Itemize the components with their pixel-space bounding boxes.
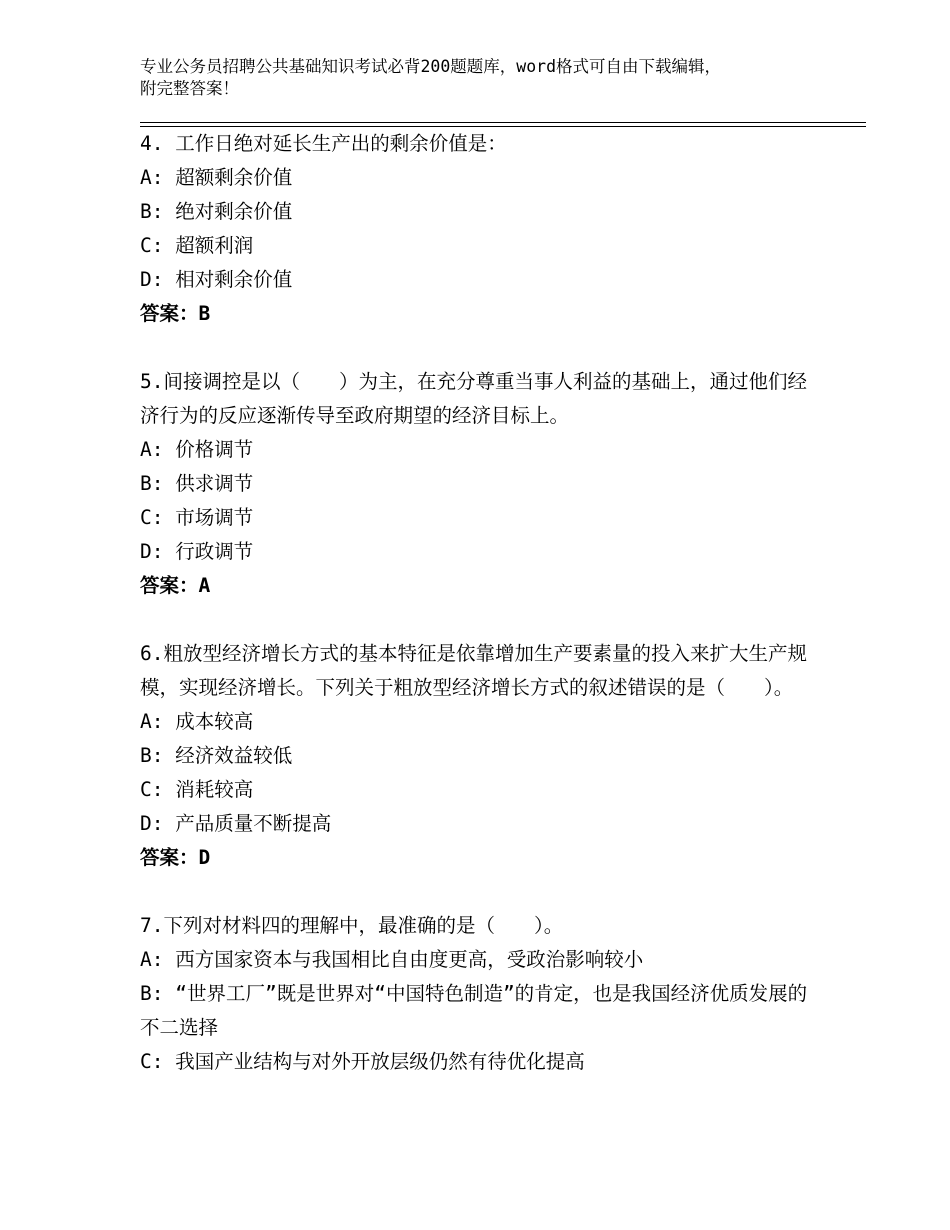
question-5 [140, 365, 810, 603]
option-b: B: 经济效益较低 [140, 744, 293, 767]
question-stem: 7.下列对材料四的理解中，最准确的是（ ）。 [140, 914, 564, 937]
question-4 [140, 127, 810, 331]
option-a: A: 价格调节 [140, 438, 254, 461]
option-a: A: 西方国家资本与我国相比自由度更高，受政治影响较小 [140, 948, 644, 971]
option-c: C: 消耗较高 [140, 778, 254, 801]
document-header [140, 56, 820, 100]
answer-line: 答案：B [140, 302, 211, 325]
question-stem: 5.间接调控是以（ ）为主，在充分尊重当事人利益的基础上，通过他们经济行为的反应逐渐传导至政府期望的经济目标上。 [140, 370, 807, 427]
option-b: B: 绝对剩余价值 [140, 200, 293, 223]
answer-line: 答案：D [140, 846, 211, 869]
question-7 [140, 909, 810, 1079]
spacer [140, 603, 810, 637]
question-list [140, 127, 810, 1079]
option-b: B: “世界工厂”既是世界对“中国特色制造”的肯定，也是我国经济优质发展的不二选择 [140, 982, 808, 1039]
option-b: B: 供求调节 [140, 472, 254, 495]
option-a: A: 超额剩余价值 [140, 166, 293, 189]
question-stem: 4. 工作日绝对延长生产出的剩余价值是： [140, 132, 507, 155]
option-a: A: 成本较高 [140, 710, 254, 733]
spacer [140, 331, 810, 365]
header-divider-top [140, 122, 866, 123]
question-6 [140, 637, 810, 875]
option-d: D: 行政调节 [140, 540, 254, 563]
answer-line: 答案：A [140, 574, 211, 597]
spacer [140, 875, 810, 909]
option-d: D: 相对剩余价值 [140, 268, 293, 291]
option-c: C: 市场调节 [140, 506, 254, 529]
option-c: C: 超额利润 [140, 234, 254, 257]
header-line-2: 附完整答案！ [140, 79, 239, 98]
option-c: C: 我国产业结构与对外开放层级仍然有待优化提高 [140, 1050, 585, 1073]
question-stem: 6.粗放型经济增长方式的基本特征是依靠增加生产要素量的投入来扩大生产规模，实现经济增长。下列关于粗放型经济增长方式的叙述错误的是（ ）。 [140, 642, 807, 699]
option-d: D: 产品质量不断提高 [140, 812, 332, 835]
header-line-1: 专业公务员招聘公共基础知识考试必背200题题库，word格式可自由下载编辑， [140, 57, 722, 76]
